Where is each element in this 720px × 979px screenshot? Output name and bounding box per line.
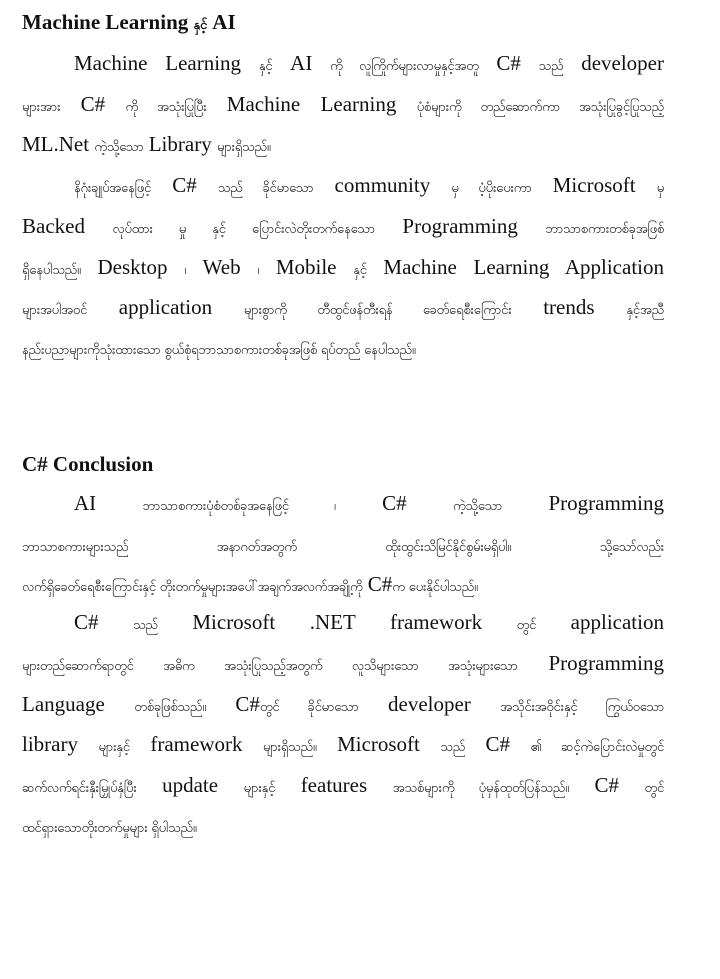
paragraph-line: C# သည် Microsoft .NET framework တွင် application xyxy=(74,610,664,634)
myanmar-text-run: ကို အသုံးပြုပြီး xyxy=(125,100,207,115)
myanmar-text-run: သည် ခိုင်မာသော xyxy=(217,181,314,196)
myanmar-text-run: အသိုင်းအဝိုင်းနှင့် ကြွယ်ဝသော xyxy=(500,700,664,715)
myanmar-text-run: သည် xyxy=(538,59,564,74)
paragraph-line: လက်ရှိခေတ်ရေစီးကြောင်းနှင့် တိုးတက်မှုများအပေါ်အချက်အလက်အချို့ကို C#က ပေးနိုင်ပါသည်။ xyxy=(22,572,478,596)
myanmar-text-run: နှင့် xyxy=(353,263,367,278)
myanmar-text-run: မှ xyxy=(656,181,664,196)
myanmar-text-run: ထင်ရှားသောတိုးတက်မှုများ ရှိပါသည်။ xyxy=(22,821,197,836)
myanmar-text-run: များရှိသည်။ xyxy=(216,140,271,155)
myanmar-text-run: များအား xyxy=(22,100,61,115)
paragraph-line: Language တစ်ခုဖြစ်သည်။ C#တွင် ခိုင်မာသော developer အသိုင်းအဝိုင်းနှင့် ကြွယ်ဝသော xyxy=(22,692,664,716)
myanmar-text-run: လက်ရှိခေတ်ရေစီးကြောင်းနှင့် တိုးတက်မှုများအပေါ်အချက်အလက်အချို့ကို xyxy=(22,580,363,595)
paragraph-line: များအပါအဝင် application များစွာကို တီထွင်ဖန်တီးရန် ခေတ်ရေစီးကြောင်း trends နှင့်အညီ xyxy=(22,295,664,319)
myanmar-text-run: များအပါအဝင် xyxy=(22,303,87,318)
paragraph-line: ဆက်လက်ရင်းနှီးမြှုပ်နှံပြီး update များနှင့် features အသစ်များကို ပုံမှန်ထုတ်ပြန်သည်။ C# တွင် xyxy=(22,773,664,797)
myanmar-text-run: နည်းပညာများကိုသုံးထားသော စွယ်စုံရဘာသာစကားတစ်ခုအဖြစ် ရပ်တည် နေပါသည်။ xyxy=(22,343,416,358)
paragraph-line xyxy=(22,810,664,840)
myanmar-text-run: များရှိသည်။ xyxy=(262,740,317,755)
myanmar-text-run: နှင့် xyxy=(193,18,208,33)
myanmar-text-run: တွင် ခိုင်မာသော xyxy=(259,700,359,715)
myanmar-text-run: ဘာသာစကားများသည် အနာဂတ်အတွက် ထိုးထွင်းသိမြင်နိုင်စွမ်းမရှိပါ။ သို့သော်လည်း xyxy=(22,540,664,555)
paragraph-line: များတည်ဆောက်ရာတွင် အဓိက အသုံးပြုသည့်အတွက် လူသိများသော အသုံးများသော Programming xyxy=(22,651,664,675)
paragraph-line: ML.Net ကဲ့သို့သော Library များရှိသည်။ xyxy=(22,132,271,156)
myanmar-text-run: က ပေးနိုင်ပါသည်။ xyxy=(392,580,478,595)
myanmar-text-run: တွင် xyxy=(644,781,664,796)
myanmar-text-run: ရှိနေပါသည်။ xyxy=(22,263,81,278)
paragraph-line xyxy=(22,529,664,559)
myanmar-text-run: များစွာကို တီထွင်ဖန်တီးရန် ခေတ်ရေစီးကြောင်း xyxy=(243,303,512,318)
paragraph-line: Machine Learning နှင့် AI ကို လူကြိုက်များလာမှုနှင့်အတူ C# သည် developer xyxy=(74,51,664,75)
myanmar-text-run: အသစ်များကို ပုံမှန်ထုတ်ပြန်သည်။ xyxy=(392,781,569,796)
myanmar-text-run: ၊ xyxy=(257,263,260,278)
myanmar-text-run: ကဲ့သို့သော xyxy=(453,499,503,514)
myanmar-text-run: များနှင့် xyxy=(98,740,130,755)
paragraph-line: library များနှင့် framework များရှိသည်။ Microsoft သည် C# ၏ ဆင့်ကဲပြောင်းလဲမှုတွင် xyxy=(22,732,664,756)
paragraph-line: ရှိနေပါသည်။ Desktop ၊ Web ၊ Mobile နှင့် Machine Learning Application xyxy=(22,255,664,279)
myanmar-text-run: တွင် xyxy=(516,618,537,633)
myanmar-text-run: နှင့် xyxy=(258,59,273,74)
myanmar-text-run: နိဂုံးချုပ်အနေဖြင့် xyxy=(74,181,152,196)
myanmar-text-run: ကို လူကြိုက်များလာမှုနှင့်အတူ xyxy=(330,59,479,74)
paragraph-line: များအား C# ကို အသုံးပြုပြီး Machine Learning ပုံစံများကို တည်ဆောက်ကာ အသုံးပြုခွင့်ပြုသည့် xyxy=(22,92,664,116)
myanmar-text-run: မှ ပံ့ပိုးပေးကာ xyxy=(451,181,532,196)
myanmar-text-run: များတည်ဆောက်ရာတွင် အဓိက အသုံးပြုသည့်အတွက် လူသိများသော အသုံးများသော xyxy=(22,659,518,674)
myanmar-text-run: သည် xyxy=(440,740,466,755)
myanmar-text-run: များနှင့် xyxy=(243,781,276,796)
paragraph-line xyxy=(22,332,664,362)
myanmar-text-run: လုပ်ထား မှု နှင့် ပြောင်းလဲတိုးတက်နေသော xyxy=(112,222,375,237)
myanmar-text-run: သည် xyxy=(133,618,158,633)
myanmar-text-run: ကဲ့သို့သော xyxy=(94,140,144,155)
myanmar-text-run: ပုံစံများကို တည်ဆောက်ကာ အသုံးပြုခွင့်ပြုသည့် xyxy=(416,100,664,115)
paragraph-line: နိဂုံးချုပ်အနေဖြင့် C# သည် ခိုင်မာသော community မှ ပံ့ပိုးပေးကာ Microsoft မှ xyxy=(74,173,664,197)
paragraph-line: AI ဘာသာစကားပုံစံတစ်ခုအနေဖြင့် ၊ C# ကဲ့သို့သော Programming xyxy=(74,491,664,515)
section-heading-ml-ai: Machine Learning နှင့် AI xyxy=(22,10,236,34)
myanmar-text-run: တစ်ခုဖြစ်သည်။ xyxy=(134,700,206,715)
myanmar-text-run: ဆက်လက်ရင်းနှီးမြှုပ်နှံပြီး xyxy=(22,781,137,796)
myanmar-text-run: ၏ ဆင့်ကဲပြောင်းလဲမှုတွင် xyxy=(530,740,664,755)
section-heading-conclusion: C# Conclusion xyxy=(22,452,154,476)
myanmar-text-run: ဘာသာစကားတစ်ခုအဖြစ် xyxy=(545,222,664,237)
myanmar-text-run: ၊ xyxy=(184,263,186,278)
myanmar-text-run: နှင့်အညီ xyxy=(626,303,664,318)
paragraph-line: Backed လုပ်ထား မှု နှင့် ပြောင်းလဲတိုးတက်နေသော Programming ဘာသာစကားတစ်ခုအဖြစ် xyxy=(22,214,664,238)
myanmar-text-run: ဘာသာစကားပုံစံတစ်ခုအနေဖြင့် ၊ xyxy=(142,499,336,514)
